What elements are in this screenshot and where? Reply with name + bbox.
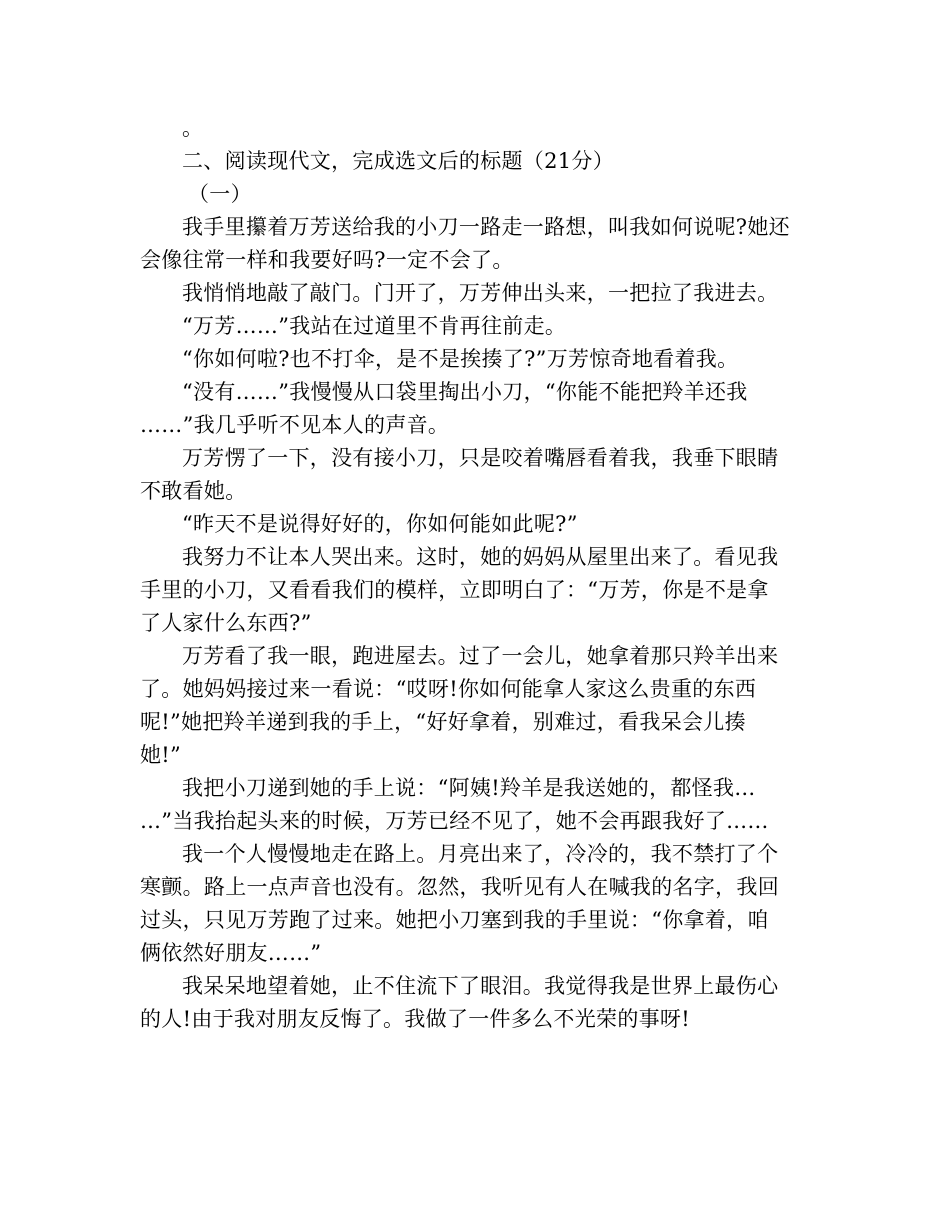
- paragraph-line: 了人家什么东西?”: [140, 611, 312, 635]
- paragraph-line: 俩依然好朋友……”: [140, 941, 322, 965]
- paragraph: [140, 970, 812, 1036]
- paragraph-line: 寒颤。路上一点声音也没有。忽然，我听见有人在喊我的名字，我回: [140, 875, 779, 899]
- paragraph-line: 我一个人慢慢地走在路上。月亮出来了，冷冷的，我不禁打了个: [182, 842, 779, 866]
- paragraph-line: 万芳愣了一下，没有接小刀，只是咬着嘴唇看着我，我垂下眼睛: [182, 446, 779, 470]
- section-heading: 二、阅读现代文，完成选文后的标题（21分）: [182, 149, 615, 173]
- paragraph-line: “你如何啦?也不打伞，是不是挨揍了?”万芳惊奇地看着我。: [182, 347, 739, 371]
- paragraph-line: ……”我几乎听不见本人的声音。: [140, 413, 450, 437]
- article-body: [140, 211, 812, 1036]
- paragraph-line: 会像往常一样和我要好吗?一定不会了。: [140, 248, 514, 272]
- paragraph: [140, 541, 812, 640]
- paragraph: [140, 343, 812, 376]
- subsection-label: （一）: [188, 182, 252, 206]
- paragraph-line: “没有……”我慢慢从口袋里掏出小刀，“你能不能把羚羊还我: [182, 380, 748, 404]
- paragraph: [140, 211, 812, 277]
- document-page: [140, 112, 812, 1036]
- paragraph-line: 她!”: [140, 743, 182, 767]
- paragraph-line: 万芳看了我一眼，跑进屋去。过了一会儿，她拿着那只羚羊出来: [182, 644, 779, 668]
- text-fragment: 。: [182, 116, 204, 140]
- paragraph: [140, 508, 812, 541]
- paragraph-line: 我手里攥着万芳送给我的小刀一路走一路想，叫我如何说呢?她还: [182, 215, 790, 239]
- paragraph: [140, 640, 812, 772]
- paragraph-line: …”当我抬起头来的时候，万芳已经不见了，她不会再跟我好了……: [140, 809, 769, 833]
- paragraph-line: 我呆呆地望着她，止不住流下了眼泪。我觉得我是世界上最伤心: [182, 974, 779, 998]
- paragraph-line: 我努力不让本人哭出来。这时，她的妈妈从屋里出来了。看见我: [182, 545, 779, 569]
- paragraph: [140, 277, 812, 310]
- paragraph-line: “万芳……”我站在过道里不肯再往前走。: [182, 314, 567, 338]
- paragraph-line: 了。她妈妈接过来一看说：“哎呀!你如何能拿人家这么贵重的东西: [140, 677, 757, 701]
- paragraph: [140, 376, 812, 442]
- paragraph-line: 呢!”她把羚羊递到我的手上，“好好拿着，别难过，看我呆会儿揍: [140, 710, 746, 734]
- paragraph-line: 我把小刀递到她的手上说：“阿姨!羚羊是我送她的，都怪我…: [182, 776, 756, 800]
- paragraph-line: 不敢看她。: [140, 479, 247, 503]
- paragraph-line: 手里的小刀，又看看我们的模样，立即明白了：“万芳，你是不是拿: [140, 578, 769, 602]
- paragraph-line: “昨天不是说得好好的，你如何能如此呢?”: [182, 512, 578, 536]
- paragraph: [140, 442, 812, 508]
- paragraph-line: 过头，只见万芳跑了过来。她把小刀塞到我的手里说：“你拿着，咱: [140, 908, 769, 932]
- paragraph: [140, 838, 812, 970]
- paragraph-line: 我悄悄地敲了敲门。门开了，万芳伸出头来，一把拉了我进去。: [182, 281, 779, 305]
- paragraph: [140, 772, 812, 838]
- paragraph-line: 的人!由于我对朋友反悔了。我做了一件多么不光荣的事呀!: [140, 1007, 690, 1031]
- paragraph: [140, 310, 812, 343]
